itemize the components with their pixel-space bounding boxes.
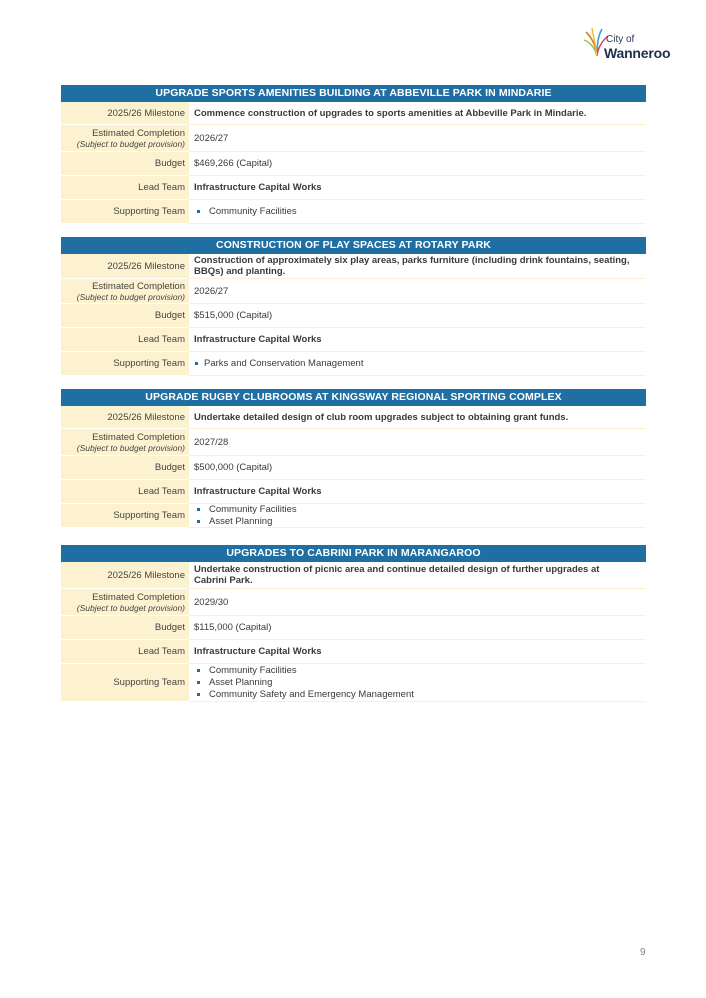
completion-label (61, 589, 189, 616)
lead-row (61, 176, 646, 200)
completion-label-text: Estimated Completion (92, 591, 185, 603)
completion-row (61, 125, 646, 152)
completion-label (61, 279, 189, 304)
budget-value: $500,000 (Capital) (189, 456, 646, 480)
lead-row (61, 328, 646, 352)
milestone-value: Construction of approximately six play areas, parks furniture (including drink fountains, seating, BBQs) and planting. (189, 254, 646, 279)
budget-row (61, 304, 646, 328)
budget-value: $115,000 (Capital) (189, 616, 646, 640)
milestone-label: 2025/26 Milestone (61, 406, 189, 429)
completion-label (61, 429, 189, 456)
budget-row (61, 152, 646, 176)
completion-label-text: Estimated Completion (92, 280, 185, 292)
completion-label-sub: (Subject to budget provision) (76, 442, 185, 453)
completion-value: 2026/27 (189, 125, 646, 152)
completion-row (61, 429, 646, 456)
supporting-value (189, 664, 646, 702)
milestone-row (61, 254, 646, 279)
lead-value: Infrastructure Capital Works (189, 480, 646, 504)
list-item: Parks and Conservation Management (194, 358, 630, 370)
list-item: Community Safety and Emergency Management (194, 689, 630, 701)
supporting-label: Supporting Team (61, 352, 189, 376)
milestone-value: Undertake construction of picnic area and continue detailed design of further upgrades at Cabrini Park. (189, 562, 646, 589)
milestone-row (61, 102, 646, 125)
lead-label: Lead Team (61, 480, 189, 504)
section-title: CONSTRUCTION OF PLAY SPACES AT ROTARY PARK (61, 237, 646, 254)
budget-row (61, 616, 646, 640)
supporting-value (189, 504, 646, 528)
project-section-rotary (61, 237, 646, 376)
page-number: 9 (640, 947, 646, 958)
list-item: Community Facilities (194, 504, 630, 516)
milestone-row (61, 406, 646, 429)
completion-label-sub: (Subject to budget provision) (76, 602, 185, 613)
completion-value: 2027/28 (189, 429, 646, 456)
budget-value: $515,000 (Capital) (189, 304, 646, 328)
lead-label: Lead Team (61, 176, 189, 200)
list-item: Asset Planning (194, 677, 630, 689)
supporting-value (189, 352, 646, 376)
milestone-label: 2025/26 Milestone (61, 102, 189, 125)
budget-label: Budget (61, 152, 189, 176)
completion-label-sub: (Subject to budget provision) (76, 138, 185, 149)
section-title: UPGRADE SPORTS AMENITIES BUILDING AT ABBEVILLE PARK IN MINDARIE (61, 85, 646, 102)
budget-label: Budget (61, 456, 189, 480)
lead-value: Infrastructure Capital Works (189, 640, 646, 664)
list-item: Asset Planning (194, 516, 630, 528)
budget-value: $469,266 (Capital) (189, 152, 646, 176)
completion-row (61, 279, 646, 304)
section-title: UPGRADES TO CABRINI PARK IN MARANGAROO (61, 545, 646, 562)
project-section-kingsway (61, 389, 646, 528)
supporting-row (61, 504, 646, 528)
supporting-label: Supporting Team (61, 664, 189, 702)
lead-value: Infrastructure Capital Works (189, 176, 646, 200)
section-title: UPGRADE RUGBY CLUBROOMS AT KINGSWAY REGIONAL SPORTING COMPLEX (61, 389, 646, 406)
lead-label: Lead Team (61, 328, 189, 352)
list-item: Community Facilities (194, 206, 630, 218)
completion-row (61, 589, 646, 616)
supporting-row (61, 664, 646, 702)
list-item: Community Facilities (194, 665, 630, 677)
supporting-value (189, 200, 646, 224)
supporting-label: Supporting Team (61, 504, 189, 528)
completion-label-text: Estimated Completion (92, 127, 185, 139)
milestone-row (61, 562, 646, 589)
lead-row (61, 480, 646, 504)
lead-row (61, 640, 646, 664)
supporting-row (61, 352, 646, 376)
completion-label-text: Estimated Completion (92, 431, 185, 443)
logo-city-text: City of (606, 34, 635, 45)
completion-value: 2029/30 (189, 589, 646, 616)
milestone-value: Commence construction of upgrades to sports amenities at Abbeville Park in Mindarie. (189, 102, 646, 125)
supporting-row (61, 200, 646, 224)
lead-value: Infrastructure Capital Works (189, 328, 646, 352)
budget-row (61, 456, 646, 480)
project-section-cabrini (61, 545, 646, 702)
milestone-value: Undertake detailed design of club room upgrades subject to obtaining grant funds. (189, 406, 646, 429)
budget-label: Budget (61, 616, 189, 640)
milestone-label: 2025/26 Milestone (61, 562, 189, 589)
milestone-label: 2025/26 Milestone (61, 254, 189, 279)
completion-label (61, 125, 189, 152)
supporting-label: Supporting Team (61, 200, 189, 224)
city-logo (582, 26, 674, 66)
completion-label-sub: (Subject to budget provision) (76, 291, 185, 302)
project-section-abbeville (61, 85, 646, 224)
lead-label: Lead Team (61, 640, 189, 664)
logo-wanneroo-text: Wanneroo (604, 45, 671, 61)
completion-value: 2026/27 (189, 279, 646, 304)
budget-label: Budget (61, 304, 189, 328)
